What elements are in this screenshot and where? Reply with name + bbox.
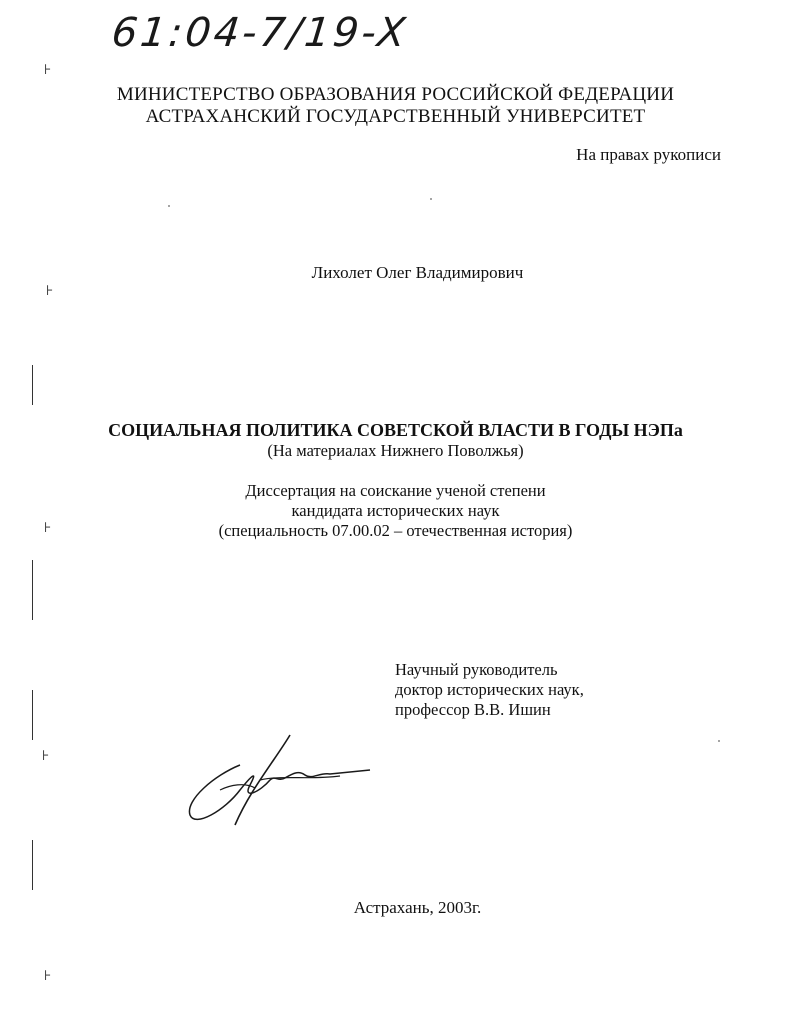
advisor-name: профессор В.В. Ишин <box>395 700 551 719</box>
scan-mark-icon: ⊦ <box>42 748 50 764</box>
scan-speck <box>168 205 170 207</box>
rights-note: На правах рукописи <box>576 145 721 164</box>
university-line: АСТРАХАНСКИЙ ГОСУДАРСТВЕННЫЙ УНИВЕРСИТЕТ <box>145 106 646 127</box>
scan-speck <box>718 740 720 742</box>
scan-mark-icon: ⊦ <box>44 62 52 78</box>
dissertation-description <box>0 481 791 541</box>
degree-field-line: кандидата исторических наук <box>291 501 500 520</box>
advisor-degree: доктор исторических наук, <box>395 680 584 699</box>
scan-edge-line <box>32 560 33 620</box>
scan-speck <box>430 198 432 200</box>
scan-edge-line <box>32 365 33 405</box>
city-year: Астрахань, 2003г. <box>353 898 482 917</box>
advisor-role: Научный руководитель <box>395 660 558 679</box>
scan-mark-icon: ⊦ <box>44 520 52 536</box>
ministry-line: МИНИСТЕРСТВО ОБРАЗОВАНИЯ РОССИЙСКОЙ ФЕДЕРАЦИИ <box>116 84 675 105</box>
thesis-subtitle: (На материалах Нижнего Поволжья) <box>267 441 524 460</box>
scan-mark-icon: ⊦ <box>46 283 54 299</box>
scan-mark-icon: ⊦ <box>44 968 52 984</box>
thesis-title: СОЦИАЛЬНАЯ ПОЛИТИКА СОВЕТСКОЙ ВЛАСТИ В ГОДЫ НЭПа <box>108 420 683 440</box>
scan-edge-line <box>32 840 33 890</box>
specialty-line: (специальность 07.00.02 – отечественная история) <box>218 521 573 540</box>
ministry-header <box>0 84 791 128</box>
scan-edge-line <box>32 690 33 740</box>
signature-icon <box>180 730 380 830</box>
author-name: Лихолет Олег Владимирович <box>311 263 524 282</box>
handwritten-archive-code: 61:04-7/19-X <box>109 10 411 56</box>
scientific-advisor <box>395 660 584 720</box>
degree-line: Диссертация на соискание ученой степени <box>245 481 546 500</box>
